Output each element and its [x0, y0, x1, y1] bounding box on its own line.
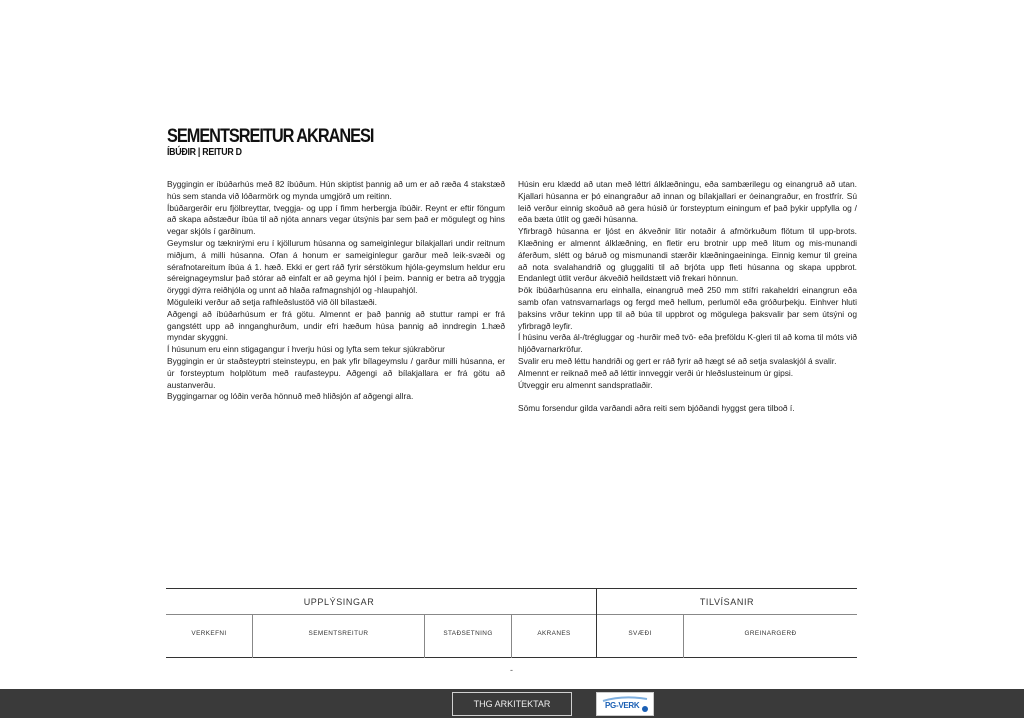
- table-cell-sementsreitur: SEMENTSREITUR: [308, 630, 369, 637]
- paragraph: Byggingarnar og lóðin verða hönnuð með hliðsjón af aðgengi allra.: [167, 391, 414, 402]
- document-subtitle: ÍBÚÐIR | REITUR D: [167, 147, 242, 158]
- page-marker: -: [510, 665, 513, 675]
- table-header-tilvisanir: TILVÍSANIR: [699, 597, 755, 607]
- paragraph: Byggingin er úr staðsteyptri steinsteypu, en þak yfir bílageymslu / garður milli húsanna, er úr forsteyptum holplötum með raufasteypu. Aðgengi að bílakjallara er frá götu að austanverðu.: [167, 355, 505, 390]
- paragraph: Í húsinu verða ál-/trégluggar og -hurðir með tvö- eða þreföldu K-gleri til að koma til móts við hljóðvarnarkröfur.: [518, 332, 857, 355]
- paragraph: Almennt er reiknað með að léttir innveggir verði úr hleðslusteinum úr gipsi.: [518, 367, 794, 378]
- paragraph: Geymslur og tæknirými eru í kjöllurum húsanna og sameiginlegur bílakjallari undir reitnum miðjum, á milli húsanna. Ofan á honum er sameiginlegur garður með leik-svæði og sérafnotareitum íbúa á 1. hæð. Ekki er gert ráð fyrir sérstökum hjóla-geymslum heldur eru séreignageymslur það stórar að einfalt er að geyma hjól í þeim. Þannig er betra að tryggja öryggi dýrra reiðhjóla og unnt að hlaða rafmagnshjól og -hlaupahjól.: [167, 237, 505, 296]
- pg-verk-logo[interactable]: [596, 692, 654, 716]
- paragraph: Útveggir eru almennt sandspratlaðir.: [518, 379, 653, 390]
- table-header-upplysingar: UPPLÝSINGAR: [303, 597, 375, 607]
- firm-button-thg[interactable]: THG ARKITEKTAR: [452, 692, 572, 716]
- paragraph: Íbúðargerðir eru fjölbreyttar, tveggja- og upp í fimm herbergja íbúðir. Reynt er eftir föngum að skapa aðstæður íbúa til að njóta annars vegar útsýnis þar sem það er mögulegt og hins vegar skjóls í garðinum.: [167, 202, 505, 237]
- left-text-column: [167, 179, 505, 403]
- table-top-rule: [166, 588, 857, 589]
- closing-paragraph: Sömu forsendur gilda varðandi aðra reiti sem bjóðandi hyggst gera tilboð í.: [518, 403, 795, 414]
- table-cell-akranes: AKRANES: [537, 630, 571, 637]
- paragraph: Möguleiki verður að setja rafhleðslustöð við öll bílastæði.: [167, 296, 377, 307]
- info-table: [166, 588, 857, 658]
- table-cell-svaedi: SVÆÐI: [628, 630, 652, 637]
- paragraph: Húsin eru klædd að utan með léttri álklæðningu, eða sambærilegu og einangruð að utan. Kjallari húsanna er þó einangraður að innan og bílakjallari er óeinangraður, en frostfrír. Sú leið verður einnig skoðuð að gera húsið úr forsteyptum einingum ef það þykir uppfylla og / eða bæta útlit og gæði húsanna.: [518, 179, 857, 225]
- paragraph: Þök íbúðarhúsanna eru einhalla, einangruð með 250 mm stífri rakaheldri einangrun eða samb ofan vatnsvarnarlags og fergd með hellum, perlumöl eða gróðurþekju. Einhver hluti þaksins vrður tekinn upp til að búa til uppbrot og mögulega þaksvalir þar sem útsýni og yfirbragð leyfir.: [518, 285, 857, 331]
- table-cell-verkefni: VERKEFNI: [191, 630, 227, 637]
- table-cell-greinargerd: GREINARGERÐ: [744, 630, 797, 637]
- right-text-column: [518, 179, 857, 415]
- table-cell-stadsetning: STAÐSETNING: [443, 630, 493, 637]
- paragraph: Byggingin er íbúðarhús með 82 íbúðum. Hún skiptist þannig að um er að ræða 4 stakstæð hús sem standa við lóðarmörk og mynda umgjörð um reitinn.: [167, 179, 505, 201]
- paragraph: Yfirbragð húsanna er ljóst en ákveðnir litir notaðir á afmörkuðum flötum til upp-brots. Klæðning er almennt álklæðning, en fletir eru brotnir upp með litum og mis-munandi áferðum, slétt og báruð og mismunandi stærðir klæðningaeininga. Einnig kemur til greina að nota svalahandrið og gluggaliti til að brjóta upp fleti húsanna og skapa uppbrot. Endanlegt útlit verður ákveðið heildstætt við frekari hönnun.: [518, 226, 857, 284]
- document-title: SEMENTSREITUR AKRANESI: [167, 126, 374, 147]
- paragraph: Svalir eru með léttu handriði og gert er ráð fyrir að hægt sé að setja svalaskjól á svalir.: [518, 355, 837, 366]
- paragraph: Í húsunum eru einn stigagangur í hverju húsi og lyfta sem tekur sjúkrabörur: [167, 344, 445, 355]
- paragraph: Aðgengi að íbúðarhúsum er frá götu. Almennt er það þannig að stuttur rampi er frá gangstétt upp að innganghurðum, undir efri hæðum húsa þannig að inndregin 1.hæð myndar skyggni.: [167, 308, 505, 343]
- logo-text: PG-VERK: [605, 701, 640, 710]
